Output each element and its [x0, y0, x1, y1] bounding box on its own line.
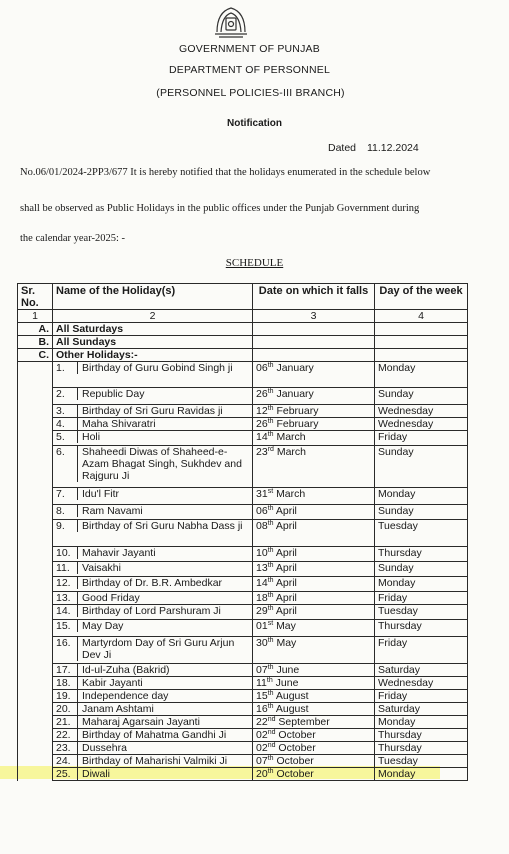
sr-number: 2.: [56, 388, 65, 400]
date-suffix: th: [266, 677, 273, 684]
sr-number: 19.: [56, 690, 71, 702]
sr-number: 17.: [56, 664, 71, 676]
weekday-cell: Saturday: [375, 703, 468, 716]
date-suffix: th: [267, 577, 274, 584]
table-row: [18, 605, 468, 620]
sr-gutter-cell: [18, 592, 53, 605]
sr-gutter-cell: [18, 488, 53, 505]
weekday-cell: Monday: [375, 577, 468, 592]
date-day: 01: [256, 620, 268, 632]
date-day: 11: [256, 677, 267, 689]
weekday-cell: Saturday: [375, 664, 468, 677]
date-month: January: [276, 362, 314, 374]
holiday-name: Birthday of Mahatma Gandhi Ji: [77, 729, 248, 741]
date-cell: [253, 362, 375, 388]
date-cell: [253, 716, 375, 729]
sr-number: 18.: [56, 677, 71, 689]
category-row: [18, 323, 468, 336]
date-month: April: [275, 562, 297, 574]
date-month: April: [275, 505, 297, 517]
date-day: 02: [256, 742, 268, 754]
sr-number: 8.: [56, 505, 65, 517]
weekday-cell: Sunday: [375, 446, 468, 488]
weekday-cell: Monday: [375, 768, 468, 781]
weekday-cell: Monday: [375, 716, 468, 729]
header-government: GOVERNMENT OF PUNJAB: [179, 43, 320, 55]
holiday-cell: [53, 418, 253, 431]
column-number: 3: [253, 310, 375, 323]
weekday-cell: Wednesday: [375, 418, 468, 431]
date-cell: [253, 637, 375, 664]
holiday-cell: [53, 677, 253, 690]
weekday-cell: Sunday: [375, 388, 468, 405]
table-header-row: [18, 284, 468, 310]
date-month: June: [275, 677, 299, 689]
sr-number: 11.: [56, 562, 70, 574]
sr-gutter-cell: [18, 690, 53, 703]
table-row: [18, 562, 468, 577]
holiday-cell: [53, 742, 253, 755]
date-cell: [253, 446, 375, 488]
weekday-cell: Thursday: [375, 547, 468, 562]
category-name: All Sundays: [53, 336, 253, 349]
holiday-name: Birthday of Sri Guru Ravidas ji: [77, 405, 248, 417]
weekday-cell: Thursday: [375, 620, 468, 637]
date-month: October: [278, 729, 316, 741]
date-cell: [253, 577, 375, 592]
sr-gutter-cell: [18, 637, 53, 664]
date-month: April: [275, 577, 297, 589]
date-suffix: th: [267, 703, 274, 710]
table-row: [18, 592, 468, 605]
holiday-cell: [53, 505, 253, 520]
date-suffix: th: [267, 768, 274, 775]
date-suffix: st: [267, 620, 274, 627]
empty-cell: [253, 323, 375, 336]
header-branch: (PERSONNEL POLICIES-III BRANCH): [156, 87, 345, 99]
date-cell: [253, 562, 375, 577]
sr-number: 7.: [56, 488, 65, 500]
date-suffix: th: [267, 605, 274, 612]
category-name: Other Holidays:-: [53, 349, 253, 362]
sr-number: 14.: [56, 605, 71, 617]
date-month: May: [276, 637, 297, 649]
weekday-cell: Friday: [375, 431, 468, 446]
header-weekday: Day of the week: [375, 284, 468, 310]
date-suffix: th: [267, 388, 274, 395]
notification-text-line-2: shall be observed as Public Holidays in the public offices under the Punjab Government during: [20, 203, 420, 214]
date-month: October: [278, 742, 316, 754]
date-suffix: th: [267, 520, 274, 527]
empty-cell: [375, 336, 468, 349]
sr-gutter-cell: [18, 562, 53, 577]
weekday-cell: Friday: [375, 592, 468, 605]
holiday-cell: [53, 562, 253, 577]
date-suffix: th: [267, 562, 274, 569]
date-day: 14: [256, 431, 268, 443]
holiday-cell: [53, 664, 253, 677]
holiday-cell: [53, 488, 253, 505]
weekday-cell: Friday: [375, 690, 468, 703]
sr-gutter-cell: [18, 605, 53, 620]
holiday-cell: [53, 431, 253, 446]
weekday-cell: Sunday: [375, 505, 468, 520]
sr-gutter-cell: [18, 405, 53, 418]
weekday-cell: Tuesday: [375, 520, 468, 547]
holiday-name: Republic Day: [77, 388, 248, 400]
sr-gutter-cell: [18, 547, 53, 562]
table-row: [18, 703, 468, 716]
sr-number: 16.: [56, 637, 71, 649]
empty-cell: [375, 349, 468, 362]
sr-gutter-cell: [18, 716, 53, 729]
date-suffix: th: [267, 664, 274, 671]
date-month: April: [275, 520, 297, 532]
holiday-schedule-table: [17, 283, 468, 781]
date-suffix: rd: [267, 446, 274, 453]
holiday-name: Martyrdom Day of Sri Guru Arjun Dev Ji: [77, 637, 248, 661]
table-row: [18, 405, 468, 418]
holiday-name: Shaheedi Diwas of Shaheed-e-Azam Bhagat Singh, Sukhdev and Rajguru Ji: [77, 446, 248, 482]
date-suffix: nd: [267, 716, 276, 723]
holiday-name: Ram Navami: [77, 505, 248, 517]
date-day: 30: [256, 637, 268, 649]
sr-gutter-cell: [18, 446, 53, 488]
date-month: March: [276, 488, 306, 500]
date-cell: [253, 742, 375, 755]
date-suffix: th: [267, 637, 274, 644]
category-name: All Saturdays: [53, 323, 253, 336]
category-letter: C.: [18, 349, 53, 362]
date-day: 26: [256, 418, 268, 430]
table-row: [18, 742, 468, 755]
holiday-name: Birthday of Dr. B.R. Ambedkar: [77, 577, 248, 589]
date-month: March: [276, 446, 307, 458]
sr-gutter-cell: [18, 431, 53, 446]
date-day: 29: [256, 605, 268, 617]
date-day: 06: [256, 505, 268, 517]
column-number: 2: [53, 310, 253, 323]
date-suffix: th: [267, 505, 274, 512]
table-row: [18, 388, 468, 405]
table-row: [18, 520, 468, 547]
date-suffix: th: [267, 690, 274, 697]
table-row: [18, 431, 468, 446]
weekday-cell: Thursday: [375, 729, 468, 742]
header-department: DEPARTMENT OF PERSONNEL: [169, 64, 330, 76]
dated-line: [328, 142, 419, 154]
empty-cell: [375, 323, 468, 336]
date-day: 06: [256, 362, 268, 374]
table-row: [18, 716, 468, 729]
sr-gutter-cell: [18, 677, 53, 690]
holiday-cell: [53, 729, 253, 742]
date-suffix: th: [267, 405, 274, 412]
date-cell: [253, 690, 375, 703]
holiday-name: Good Friday: [77, 592, 248, 604]
date-suffix: th: [267, 362, 274, 369]
date-cell: [253, 405, 375, 418]
date-day: 13: [256, 562, 268, 574]
table-row: [18, 362, 468, 388]
date-day: 18: [256, 592, 268, 604]
holiday-name: May Day: [77, 620, 248, 632]
holiday-name: Birthday of Sri Guru Nabha Dass ji: [77, 520, 248, 532]
sr-gutter-cell: [18, 703, 53, 716]
table-row: [18, 677, 468, 690]
sr-number: 1.: [56, 362, 65, 374]
weekday-cell: Tuesday: [375, 755, 468, 768]
weekday-cell: Wednesday: [375, 405, 468, 418]
date-cell: [253, 755, 375, 768]
date-month: October: [276, 768, 314, 780]
state-emblem-icon: [209, 2, 253, 40]
empty-cell: [253, 336, 375, 349]
table-row: [18, 637, 468, 664]
holiday-cell: [53, 577, 253, 592]
date-suffix: th: [267, 418, 274, 425]
sr-gutter-cell: [18, 620, 53, 637]
dated-value: 11.12.2024: [366, 142, 419, 154]
date-day: 08: [256, 520, 268, 532]
table-row: [18, 577, 468, 592]
schedule-heading: SCHEDULE: [225, 257, 284, 269]
holiday-name: Birthday of Lord Parshuram Ji: [77, 605, 248, 617]
table-row: [18, 729, 468, 742]
sr-number: 23.: [56, 742, 71, 754]
sr-gutter-cell: [18, 755, 53, 768]
table-row: [18, 664, 468, 677]
date-day: 20: [256, 768, 268, 780]
date-month: October: [276, 755, 314, 767]
holiday-name: Vaisakhi: [77, 562, 248, 574]
table-row: [18, 505, 468, 520]
holiday-cell: [53, 446, 253, 488]
sr-gutter-cell: [18, 729, 53, 742]
date-suffix: th: [267, 547, 274, 554]
table-row: [18, 768, 468, 781]
date-day: 16: [256, 703, 268, 715]
holiday-cell: [53, 716, 253, 729]
category-letter: A.: [18, 323, 53, 336]
date-cell: [253, 664, 375, 677]
date-cell: [253, 620, 375, 637]
sr-number: 3.: [56, 405, 65, 417]
date-month: April: [275, 592, 297, 604]
column-number: 1: [18, 310, 53, 323]
weekday-cell: Sunday: [375, 562, 468, 577]
table-row: [18, 690, 468, 703]
sr-gutter-cell: [18, 362, 53, 388]
holiday-cell: [53, 768, 253, 781]
date-month: February: [276, 418, 319, 430]
date-day: 10: [256, 547, 268, 559]
date-month: May: [276, 620, 296, 632]
category-row: [18, 336, 468, 349]
date-month: September: [278, 716, 330, 728]
sr-number: 10.: [56, 547, 71, 559]
weekday-cell: Tuesday: [375, 605, 468, 620]
holiday-cell: [53, 605, 253, 620]
sr-number: 4.: [56, 418, 65, 430]
date-cell: [253, 418, 375, 431]
date-day: 23: [256, 446, 268, 458]
table-row: [18, 488, 468, 505]
header-holiday-name: Name of the Holiday(s): [53, 284, 253, 310]
date-month: April: [275, 605, 297, 617]
header-date: Date on which it falls: [253, 284, 375, 310]
sr-number: 12.: [56, 577, 71, 589]
holiday-cell: [53, 703, 253, 716]
sr-number: 25.: [56, 768, 71, 780]
sr-number: 20.: [56, 703, 71, 715]
holiday-name: Holi: [77, 431, 248, 443]
sr-number: 13.: [56, 592, 71, 604]
notification-title: Notification: [227, 118, 282, 129]
holiday-name: Id-ul-Zuha (Bakrid): [77, 664, 248, 676]
date-day: 07: [256, 755, 268, 767]
holiday-cell: [53, 547, 253, 562]
holiday-name: Birthday of Maharishi Valmiki Ji: [77, 755, 248, 767]
sr-number: 24.: [56, 755, 71, 767]
date-month: August: [275, 703, 309, 715]
date-cell: [253, 505, 375, 520]
header-sr-no: Sr. No.: [18, 284, 53, 310]
table-row: [18, 547, 468, 562]
sr-number: 22.: [56, 729, 71, 741]
sr-gutter-cell: [18, 388, 53, 405]
weekday-cell: Monday: [375, 488, 468, 505]
table-row: [18, 446, 468, 488]
table-row: [18, 620, 468, 637]
date-suffix: nd: [267, 729, 276, 736]
holiday-name: Mahavir Jayanti: [77, 547, 248, 559]
date-day: 02: [256, 729, 268, 741]
holiday-cell: [53, 362, 253, 388]
holiday-cell: [53, 592, 253, 605]
date-suffix: st: [267, 488, 274, 495]
notification-text-line-3: the calendar year-2025: -: [20, 233, 126, 244]
table-column-number-row: [18, 310, 468, 323]
sr-number: 21.: [56, 716, 71, 728]
sr-number: 5.: [56, 431, 65, 443]
date-suffix: nd: [267, 742, 276, 749]
sr-gutter-cell: [18, 742, 53, 755]
holiday-name: Independence day: [77, 690, 248, 702]
date-month: March: [276, 431, 306, 443]
holiday-cell: [53, 520, 253, 547]
date-month: August: [275, 690, 309, 702]
weekday-cell: Wednesday: [375, 677, 468, 690]
date-cell: [253, 431, 375, 446]
holiday-cell: [53, 388, 253, 405]
date-month: February: [276, 405, 319, 417]
sr-number: 9.: [56, 520, 65, 532]
date-cell: [253, 703, 375, 716]
category-row: [18, 349, 468, 362]
category-letter: B.: [18, 336, 53, 349]
date-cell: [253, 677, 375, 690]
date-cell: [253, 729, 375, 742]
date-month: April: [275, 547, 297, 559]
holiday-name: Idu'l Fitr: [77, 488, 248, 500]
date-suffix: th: [267, 592, 274, 599]
date-suffix: th: [267, 431, 274, 438]
date-month: January: [276, 388, 314, 400]
sr-gutter-cell: [18, 520, 53, 547]
table-row: [18, 418, 468, 431]
date-day: 22: [256, 716, 268, 728]
date-cell: [253, 520, 375, 547]
empty-cell: [253, 349, 375, 362]
holiday-cell: [53, 755, 253, 768]
date-month: June: [276, 664, 300, 676]
date-day: 14: [256, 577, 268, 589]
date-cell: [253, 592, 375, 605]
weekday-cell: Thursday: [375, 742, 468, 755]
holiday-cell: [53, 620, 253, 637]
sr-gutter-cell: [18, 577, 53, 592]
holiday-cell: [53, 690, 253, 703]
date-cell: [253, 768, 375, 781]
sr-gutter-cell: [18, 664, 53, 677]
column-number: 4: [375, 310, 468, 323]
holiday-cell: [53, 405, 253, 418]
sr-gutter-cell: [18, 768, 53, 781]
date-cell: [253, 388, 375, 405]
date-day: 12: [256, 405, 268, 417]
weekday-cell: Monday: [375, 362, 468, 388]
sr-gutter-cell: [18, 418, 53, 431]
sr-number: 15.: [56, 620, 71, 632]
weekday-cell: Friday: [375, 637, 468, 664]
holiday-name: Kabir Jayanti: [77, 677, 248, 689]
date-day: 15: [256, 690, 268, 702]
holiday-name: Janam Ashtami: [77, 703, 248, 715]
date-cell: [253, 547, 375, 562]
holiday-name: Birthday of Guru Gobind Singh ji: [77, 362, 248, 374]
date-cell: [253, 488, 375, 505]
dated-label: Dated: [328, 142, 357, 154]
date-suffix: th: [267, 755, 274, 762]
sr-gutter-cell: [18, 505, 53, 520]
table-row: [18, 755, 468, 768]
sr-number: 6.: [56, 446, 65, 458]
holiday-cell: [53, 637, 253, 664]
notification-text-line-1: No.06/01/2024-2PP3/677 It is hereby notified that the holidays enumerated in the schedule below: [20, 167, 431, 178]
date-day: 31: [256, 488, 268, 500]
date-cell: [253, 605, 375, 620]
date-day: 07: [256, 664, 268, 676]
holiday-name: Dussehra: [77, 742, 248, 754]
holiday-name: Maha Shivaratri: [77, 418, 248, 430]
holiday-name: Maharaj Agarsain Jayanti: [77, 716, 248, 728]
date-day: 26: [256, 388, 268, 400]
holiday-name: Diwali: [77, 768, 248, 780]
